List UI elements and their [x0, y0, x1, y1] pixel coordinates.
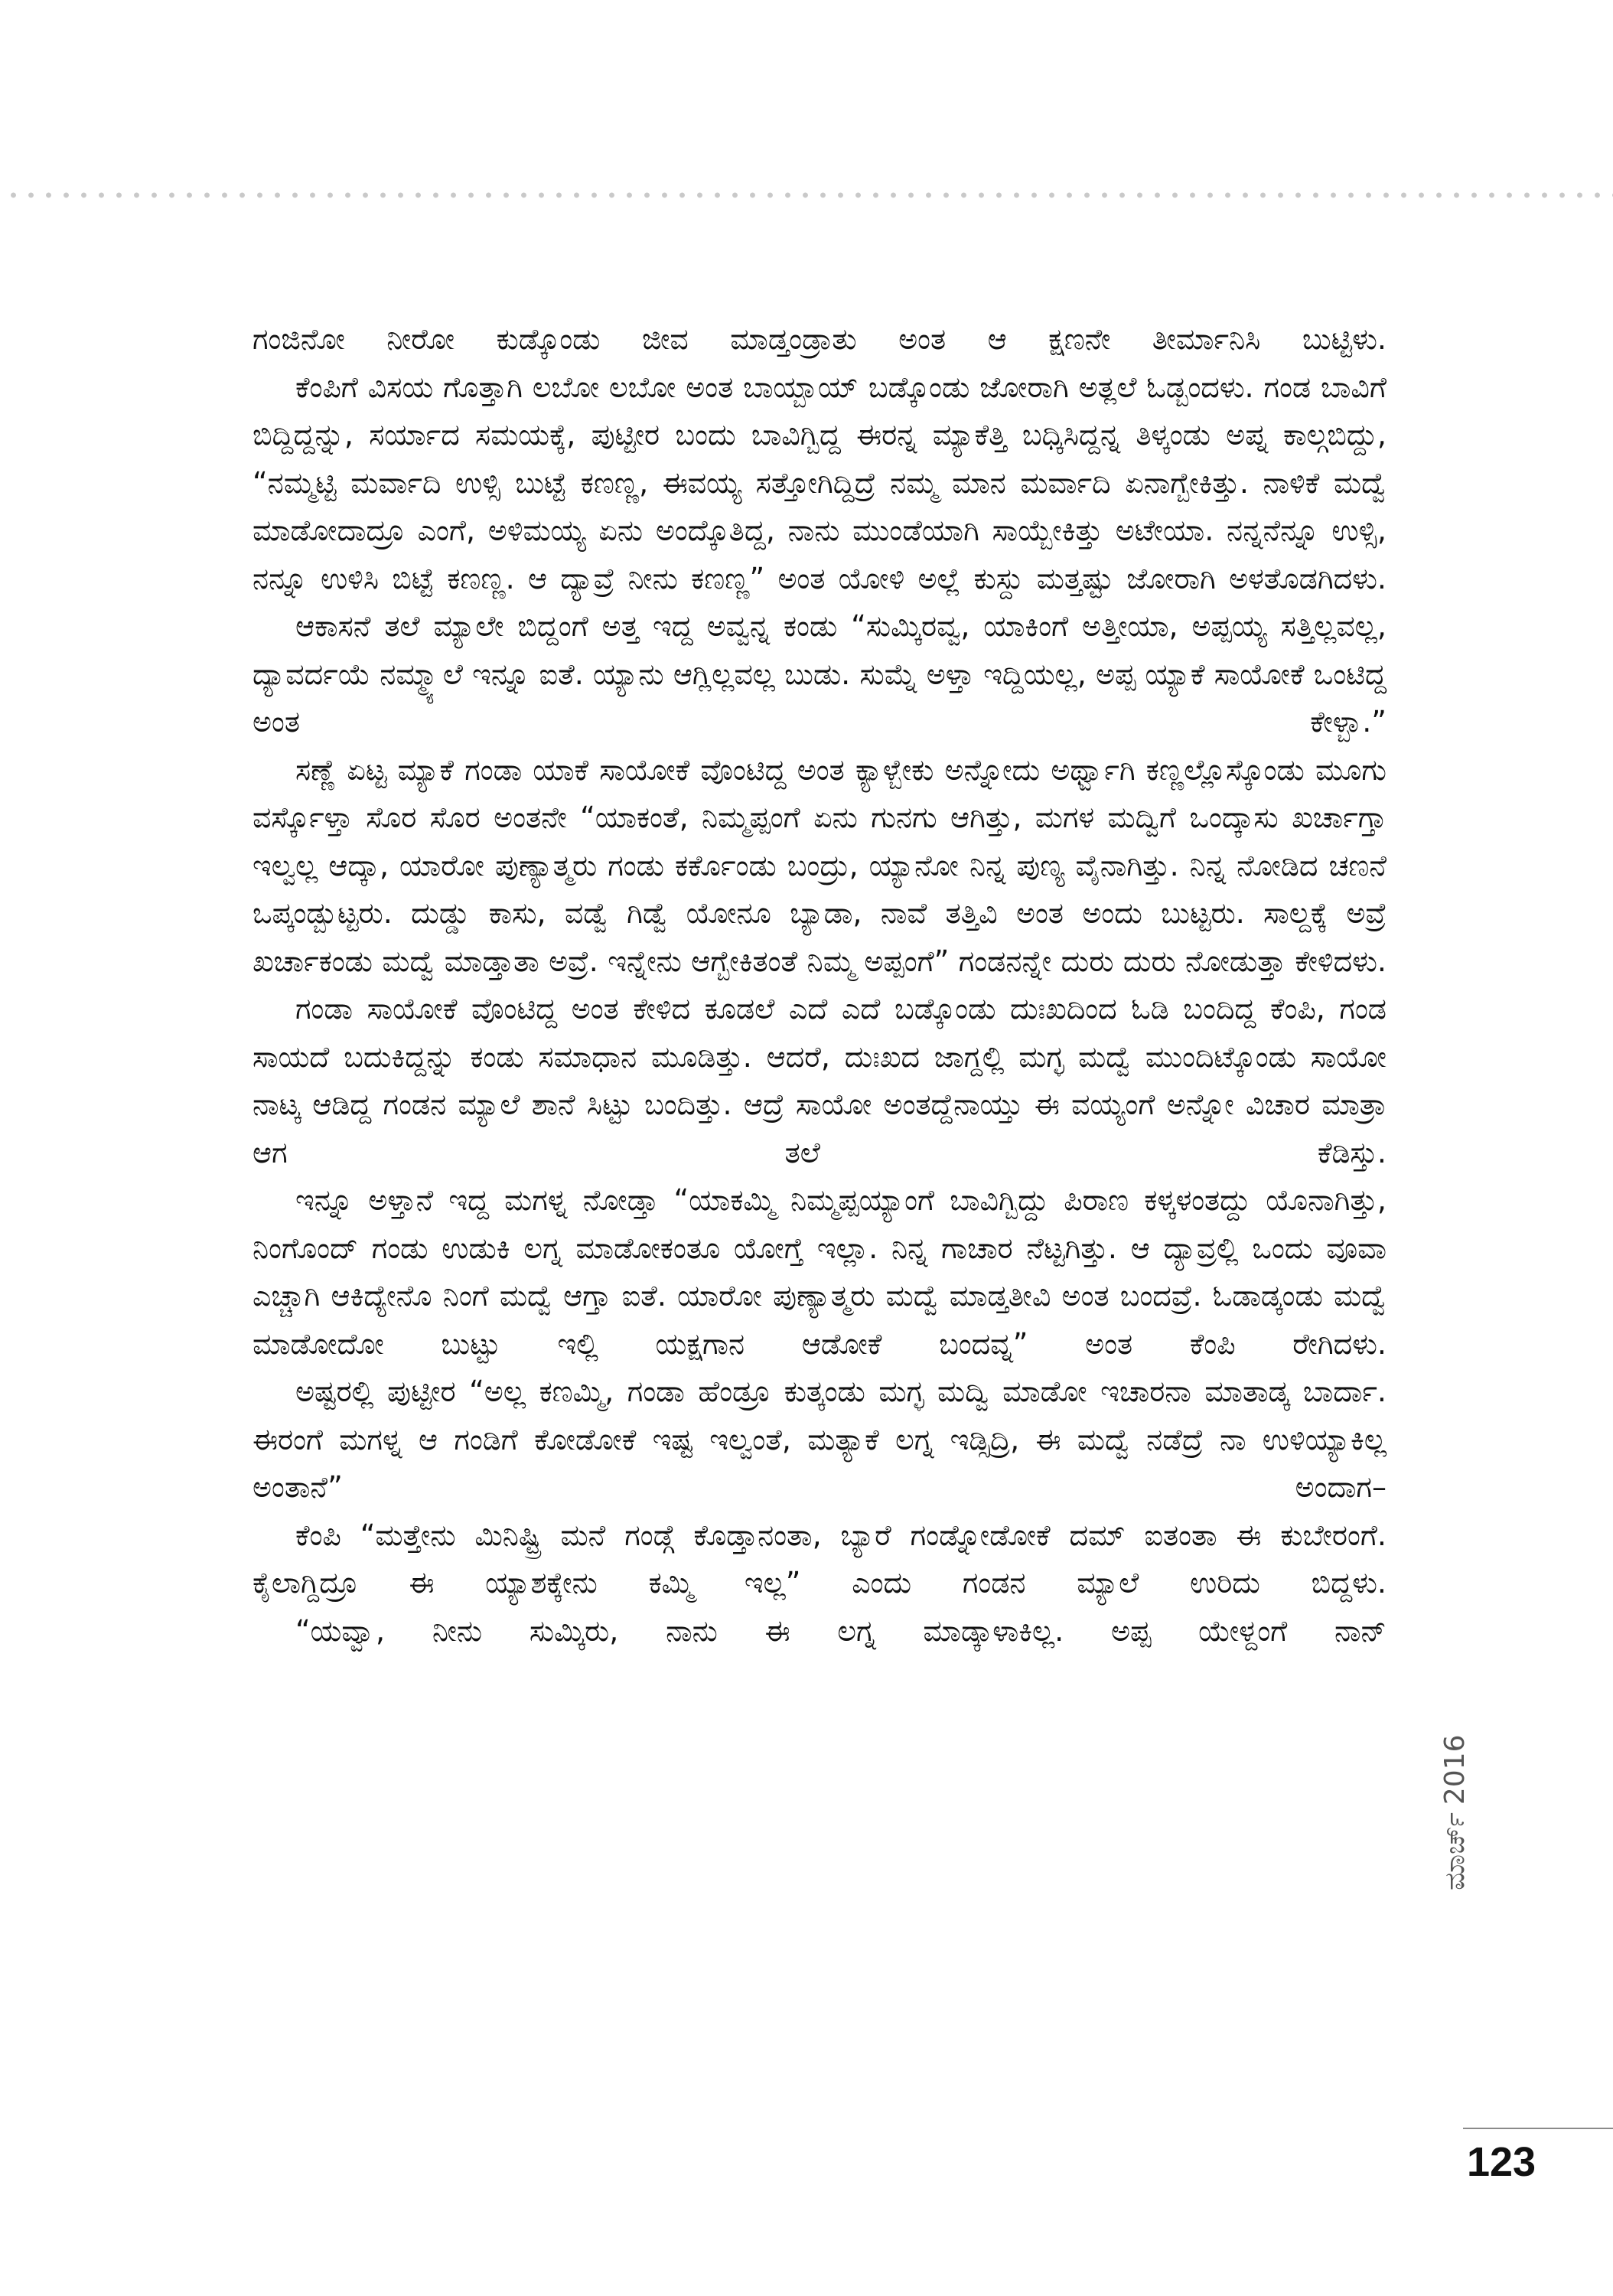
- paragraph-1: ಗಂಜಿನೋ ನೀರೋ ಕುಡ್ಕೊಂಡು ಜೀವ ಮಾಡ್ತಂಡ್ರಾತು ಅಂತ ಆ ಕ್ಷಣನೇ ತೀರ್ಮಾನಿಸಿ ಬುಟ್ಟಿಳು.: [253, 322, 1387, 356]
- side-month-text: ಮಾರ್ಚ್: [1439, 1812, 1471, 1890]
- paragraph-3: ಆಕಾಸನೆ ತಲೆ ಮ್ಯಾಲೇ ಬಿದ್ದಂಗೆ ಅತ್ತ ಇದ್ದ ಅವ್ವನ್ನ ಕಂಡು “ಸುಮ್ಕಿರವ್ವ, ಯಾಕಿಂಗೆ ಅತ್ತೀಯಾ, ಅಪ್ಪಯ್ಯ ಸತ್ತಿಲ್ಲವಲ್ಲ, ದ್ಯಾವರ್ದಯೆ ನಮ್ಮ್ಯಾಲೆ ಇನ್ನೂ ಐತೆ. ಯ್ಯಾನು ಆಗ್ಲಿಲ್ಲವಲ್ಲ ಬುಡು. ಸುಮ್ನೆ ಅಳ್ತಾ ಇದ್ದಿಯಲ್ಲ, ಅಪ್ಪ ಯ್ಯಾಕೆ ಸಾಯೋಕೆ ಒಂಟಿದ್ದ ಅಂತ ಕೇಳ್ಬಾ.”: [253, 609, 1387, 739]
- paragraph-4: ಸಣ್ಣೆ ಏಟ್ಟ ಮ್ಯಾಕೆ ಗಂಡಾ ಯಾಕೆ ಸಾಯೋಕೆ ವೊಂಟಿದ್ದ ಅಂತ ಕ್ಯಾಳ್ಬೇಕು ಅನ್ನೋದು ಅರ್ಥ್ವಾಗಿ ಕಣ್ಣಲ್ಲೊಸ್ಕೊಂಡು ಮೂಗು ವರ್ಸ್ಕೊಳ್ತಾ ಸೊರ ಸೊರ ಅಂತನೇ “ಯಾಕಂತೆ, ನಿಮ್ಮಪ್ಪಂಗೆ ಏನು ಗುನಗು ಆಗಿತ್ತು, ಮಗಳ ಮದ್ವಿಗೆ ಒಂದ್ಕಾಸು ಖರ್ಚಾಗ್ತಾ ಇಲ್ವಲ್ಲ ಆದ್ಕಾ, ಯಾರೋ ಪುಣ್ಯಾತ್ಮರು ಗಂಡು ಕರ್ಕೊಂಡು ಬಂದ್ರು, ಯ್ಯಾನೋ ನಿನ್ನ ಪುಣ್ಯ ವೈನಾಗಿತ್ತು. ನಿನ್ನ ನೋಡಿದ ಚಣನೆ ಒಪ್ಕಂಡ್ಬುಟ್ಟರು. ದುಡ್ಡು ಕಾಸು, ವಡ್ವೆ ಗಿಡ್ವೆ ಯೋನೂ ಬ್ಯಾಡಾ, ನಾವೆ ತತ್ತಿವಿ ಅಂತ ಅಂದು ಬುಟ್ಟರು. ಸಾಲ್ದಕ್ಕೆ ಅವ್ರೆ ಖರ್ಚಾಕಂಡು ಮದ್ವೆ ಮಾಡ್ತಾತಾ ಅವ್ರೆ. ಇನ್ನೇನು ಆಗ್ಬೇಕಿತಂತೆ ನಿಮ್ಮ ಅಪ್ಪಂಗೆ” ಗಂಡನನ್ನೇ ದುರು ದುರು ನೋಡುತ್ತಾ ಕೇಳಿದಳು.: [253, 752, 1387, 978]
- paragraph-2: ಕೆಂಪಿಗೆ ವಿಸಯ ಗೊತ್ತಾಗಿ ಲಬೋ ಲಬೋ ಅಂತ ಬಾಯ್ಬಾಯ್ ಬಡ್ಕೊಂಡು ಜೋರಾಗಿ ಅತ್ಲಲೆ ಓಡ್ಬಂದಳು. ಗಂಡ ಬಾವಿಗೆ ಬಿದ್ದಿದ್ದನ್ನು, ಸರ್ಯಾದ ಸಮಯಕ್ಕೆ, ಪುಟ್ಟೀರ ಬಂದು ಬಾವಿಗ್ಬಿದ್ದ ಈರನ್ನ ಮ್ಯಾಕೆತ್ತಿ ಬಧ್ಕಿಸಿದ್ದನ್ನ ತಿಳ್ಕಂಡು ಅಪ್ನ ಕಾಲ್ಗಬಿದ್ದು, “ನಮ್ಮಟ್ಟಿ ಮರ್ವಾದಿ ಉಳ್ಸಿ ಬುಟ್ಟೆ ಕಣಣ್ಣ, ಈವಯ್ಯ ಸತ್ತೋಗಿದ್ದಿದ್ರೆ ನಮ್ಮ ಮಾನ ಮರ್ವಾದಿ ಏನಾಗ್ಬೇಕಿತ್ತು. ನಾಳಿಕೆ ಮದ್ವೆ ಮಾಡೋದಾದ್ರೂ ಎಂಗೆ, ಅಳಿಮಯ್ಯ ಏನು ಅಂದ್ಕೊತಿದ್ದ, ನಾನು ಮುಂಡೆಯಾಗಿ ಸಾಯ್ಬೇಕಿತ್ತು ಅಟೇಯಾ. ನನ್ನನೆನ್ನೂ ಉಳ್ಸಿ, ನನ್ನೂ ಉಳಿಸಿ ಬಿಟ್ಟೆ ಕಣಣ್ಣ. ಆ ದ್ಯಾವ್ರೆ ನೀನು ಕಣಣ್ಣ” ಅಂತ ಯೋಳಿ ಅಲ್ಲೆ ಕುಸ್ದು ಮತ್ತಷ್ಟು ಜೋರಾಗಿ ಅಳತೊಡಗಿದಳು.: [253, 370, 1387, 595]
- paragraph-6: ಇನ್ನೂ ಅಳ್ತಾನೆ ಇದ್ದ ಮಗಳ್ನ ನೋಡ್ತಾ “ಯಾಕಮ್ಮಿ ನಿಮ್ಮಪ್ಪಯ್ಯಾಂಗೆ ಬಾವಿಗ್ಬಿದ್ದು ಪಿರಾಣ ಕಳ್ಕಳಂತದ್ದು ಯೊನಾಗಿತ್ತು, ನಿಂಗೊಂದ್ ಗಂಡು ಉಡುಕಿ ಲಗ್ನ ಮಾಡೋಕಂತೂ ಯೋಗ್ತೆ ಇಲ್ಲಾ. ನಿನ್ನ ಗಾಚಾರ ನೆಟ್ಟಗಿತ್ತು. ಆ ದ್ಯಾವ್ರಲ್ಲಿ ಒಂದು ವೂವಾ ಎಚ್ಚಾಗಿ ಆಕಿದ್ಯೇನೊ ನಿಂಗೆ ಮದ್ವೆ ಆಗ್ತಾ ಐತೆ. ಯಾರೋ ಪುಣ್ಯಾತ್ಮರು ಮದ್ವೆ ಮಾಡ್ತತೀವಿ ಅಂತ ಬಂದವ್ರೆ. ಓಡಾಡ್ಕಂಡು ಮದ್ವೆ ಮಾಡೋದೋ ಬುಟ್ಟು ಇಲ್ಲಿ ಯಕ್ಷಗಾನ ಆಡೋಕೆ ಬಂದವ್ನ” ಅಂತ ಕೆಂಪಿ ರೇಗಿದಳು.: [253, 1183, 1387, 1361]
- paragraph-9: “ಯವ್ವಾ, ನೀನು ಸುಮ್ಕಿರು, ನಾನು ಈ ಲಗ್ನ ಮಾಡ್ಕಾಳಾಕಿಲ್ಲ. ಅಪ್ಪ ಯೇಳ್ದಂಗೆ ನಾನ್: [295, 1613, 1387, 1648]
- page-number: 123: [1466, 2139, 1536, 2185]
- dotted-header-rule: [0, 191, 1613, 199]
- paragraph-5: ಗಂಡಾ ಸಾಯೋಕೆ ವೊಂಟಿದ್ದ ಅಂತ ಕೇಳಿದ ಕೂಡಲೆ ಎದೆ ಎದೆ ಬಡ್ಕೊಂಡು ದುಃಖದಿಂದ ಓಡಿ ಬಂದಿದ್ದ ಕೆಂಪಿ, ಗಂಡ ಸಾಯದೆ ಬದುಕಿದ್ದನ್ನು ಕಂಡು ಸಮಾಧಾನ ಮೂಡಿತ್ತು. ಆದರೆ, ದುಃಖದ ಜಾಗ್ದಲ್ಲಿ ಮಗ್ಳ ಮದ್ವೆ ಮುಂದಿಟ್ಕೊಂಡು ಸಾಯೋ ನಾಟ್ಕ ಆಡಿದ್ದ ಗಂಡನ ಮ್ಯಾಲೆ ಶಾನೆ ಸಿಟ್ಟು ಬಂದಿತ್ತು. ಆದ್ರೆ ಸಾಯೋ ಅಂತದ್ದೆನಾಯ್ತು ಈ ವಯ್ಯಂಗೆ ಅನ್ನೋ ವಿಚಾರ ಮಾತ್ರಾ ಆಗ ತಲೆ ಕೆಡಿಸ್ತು.: [253, 992, 1387, 1169]
- side-date-label: [1439, 1645, 1472, 1890]
- side-year-text: 2016: [1439, 1734, 1471, 1805]
- page-number-rule: [1463, 2128, 1613, 2129]
- paragraph-8: ಕೆಂಪಿ “ಮತ್ತೇನು ಮಿನಿಷ್ಟ್ರಿ ಮನೆ ಗಂಡ್ಗೆ ಕೊಡ್ತಾನಂತಾ, ಬ್ಯಾರೆ ಗಂಡ್ನೋಡೋಕೆ ದಮ್ ಐತಂತಾ ಈ ಕುಬೇರಂಗೆ. ಕೈಲಾಗ್ದಿದ್ರೂ ಈ ಯ್ಯಾಶಕ್ಕೇನು ಕಮ್ಮಿ ಇಲ್ಲ” ಎಂದು ಗಂಡನ ಮ್ಯಾಲೆ ಉರಿದು ಬಿದ್ದಳು.: [253, 1518, 1387, 1600]
- body-text: [253, 315, 1387, 1655]
- paragraph-7: ಅಷ್ಟರಲ್ಲಿ ಪುಟ್ಟೀರ “ಅಲ್ಲ ಕಣಮ್ಮಿ, ಗಂಡಾ ಹೆಂಡ್ರೂ ಕುತ್ಕಂಡು ಮಗ್ಳ ಮದ್ವಿ ಮಾಡೋ ಇಚಾರನಾ ಮಾತಾಡ್ಕ ಬಾರ್ದಾ. ಈರಂಗೆ ಮಗಳ್ನ ಆ ಗಂಡಿಗೆ ಕೋಡೋಕೆ ಇಷ್ಟ ಇಲ್ವಂತೆ, ಮತ್ಯಾಕೆ ಲಗ್ನ ಇಡ್ಸಿದ್ರಿ, ಈ ಮದ್ವೆ ನಡೆದ್ರೆ ನಾ ಉಳಿಯ್ಯಾಕಿಲ್ಲ ಅಂತಾನೆ” ಅಂದಾಗ–: [253, 1375, 1387, 1504]
